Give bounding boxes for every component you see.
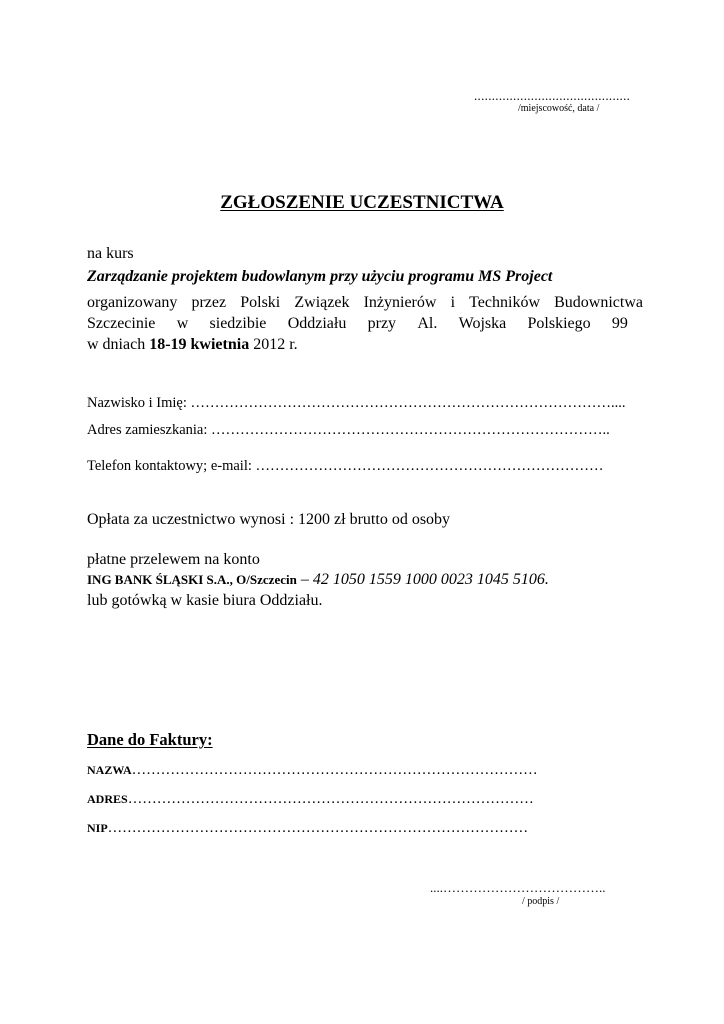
org-word: Budownictwa (554, 294, 643, 311)
org-word: organizowany (87, 294, 178, 311)
course-name: Zarządzanie projektem budowlanym przy użyciu programu MS Project (87, 268, 553, 285)
org-word: w (176, 315, 189, 332)
org-word: i (450, 294, 456, 311)
bank-separator: – (296, 571, 313, 588)
course-intro: na kurs (87, 245, 134, 262)
participant-address-field: Adres zamieszkania: ……………………………………………………………………….. (87, 422, 610, 438)
organizer-line-2 (87, 315, 643, 333)
org-word: Szczecinie (87, 315, 156, 332)
org-word: siedzibie (209, 315, 267, 332)
bank-account-number: 42 1050 1559 1000 0023 1045 5106. (312, 571, 549, 588)
org-word: 99 (611, 315, 628, 332)
invoice-address-dots: ………………………………………………………………………… (127, 791, 534, 807)
org-word: Al. (417, 315, 438, 332)
dates-prefix: w dniach (87, 336, 150, 353)
invoice-heading: Dane do Faktury: (87, 730, 213, 749)
invoice-address-field (87, 791, 534, 808)
dates-range: 18-19 kwietnia (149, 336, 250, 353)
signature-caption: / podpis / (522, 896, 560, 907)
org-word: Polski (240, 294, 281, 311)
organizer-line-1 (87, 294, 643, 312)
transfer-text: płatne przelewem na konto (87, 551, 260, 568)
bank-line (87, 571, 549, 589)
invoice-nip-label: NIP (87, 821, 108, 835)
org-word: przez (191, 294, 227, 311)
invoice-name-field (87, 762, 538, 779)
place-date-line: ............................................ (474, 88, 631, 103)
place-date-caption: /miejscowość, data / (518, 103, 600, 114)
org-word: Oddziału (287, 315, 347, 332)
invoice-name-dots: ………………………………………………………………………… (131, 762, 538, 778)
participant-name-field: Nazwisko i Imię: …………………………………………………………………………….... (87, 395, 626, 411)
invoice-address-label: ADRES (87, 792, 128, 806)
org-word: przy (367, 315, 397, 332)
dates-suffix: 2012 r. (249, 336, 298, 353)
org-word: Techników (469, 294, 540, 311)
signature-line: ....……………………………….. (430, 880, 606, 895)
invoice-name-label: NAZWA (87, 763, 132, 777)
participant-phone-email-field: Telefon kontaktowy; e-mail: ……………………………………………………………… (87, 458, 604, 474)
org-word: Związek (294, 294, 350, 311)
fee-text: Opłata za uczestnictwo wynosi : 1200 zł brutto od osoby (87, 511, 451, 528)
org-word: Wojska (458, 315, 507, 332)
invoice-nip-field (87, 820, 528, 837)
org-word: Inżynierów (363, 294, 437, 311)
org-word: Polskiego (527, 315, 591, 332)
form-title: ZGŁOSZENIE UCZESTNICTWA (220, 192, 504, 213)
cash-payment-text: lub gotówką w kasie biura Oddziału. (87, 592, 323, 609)
bank-name: ING BANK ŚLĄSKI S.A., O/Szczecin (87, 572, 297, 587)
course-dates (87, 336, 298, 354)
invoice-nip-dots: …………………………………………………………………………… (107, 820, 529, 836)
